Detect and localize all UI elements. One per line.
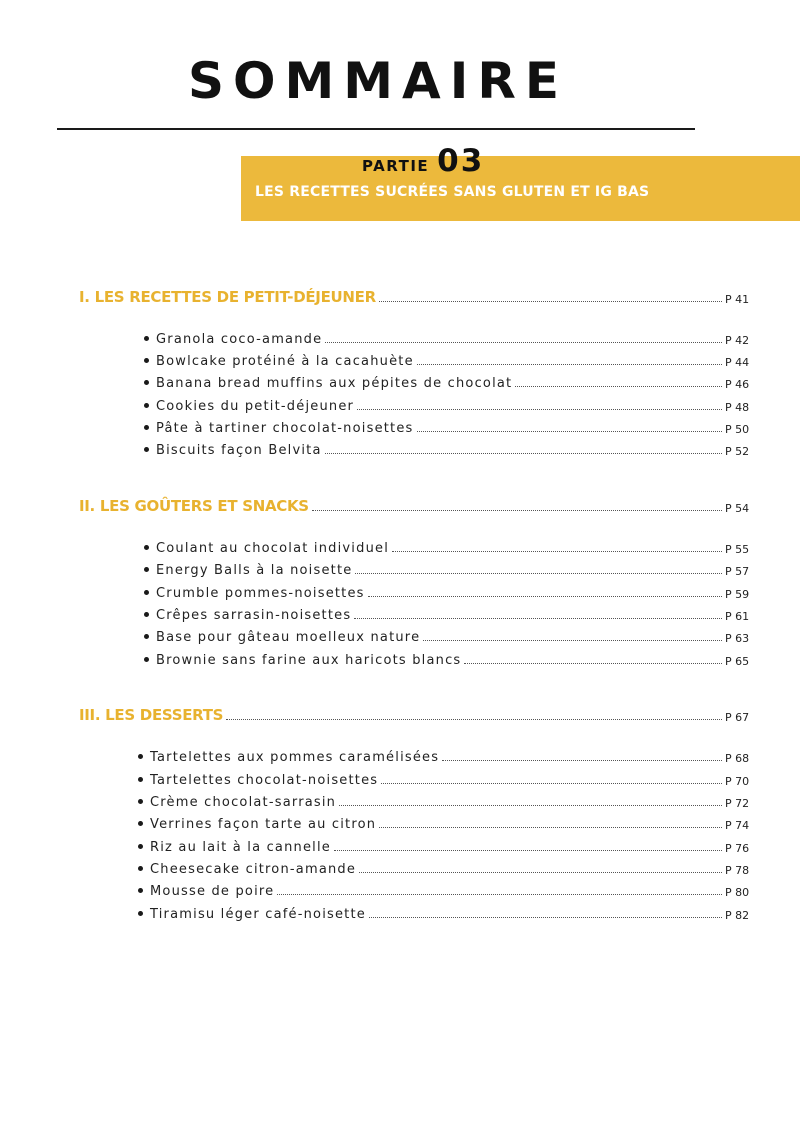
bullet-icon — [144, 358, 149, 363]
dot-leader — [381, 783, 722, 784]
dot-leader — [442, 760, 722, 761]
dot-leader — [325, 453, 722, 454]
bullet-icon — [138, 911, 143, 916]
dot-leader — [325, 342, 722, 343]
toc-item-label: Crème chocolat-sarrasin — [150, 795, 337, 810]
toc-item-label: Brownie sans farine aux haricots blancs — [156, 653, 462, 668]
page-number: P 78 — [725, 864, 750, 877]
page-number: P 82 — [725, 909, 750, 922]
part-number: 03 — [437, 143, 485, 179]
page-number: P 48 — [725, 401, 750, 414]
part-banner — [241, 143, 800, 221]
page-number: P 61 — [725, 610, 750, 623]
page-number: P 76 — [725, 842, 750, 855]
toc-item-label: Base pour gâteau moelleux nature — [156, 630, 421, 645]
dot-leader — [226, 719, 722, 720]
toc-item[interactable] — [144, 394, 750, 414]
title-divider — [57, 128, 695, 130]
toc-item[interactable] — [144, 603, 750, 623]
dot-leader — [277, 894, 722, 895]
bullet-icon — [144, 612, 149, 617]
toc-item-label: Cheesecake citron-amande — [150, 862, 357, 877]
toc-item[interactable] — [144, 416, 750, 436]
dot-leader — [417, 364, 722, 365]
page-title: SOMMAIRE — [188, 52, 568, 110]
bullet-icon — [144, 380, 149, 385]
bullet-icon — [144, 403, 149, 408]
dot-leader — [355, 573, 722, 574]
section-heading-desserts[interactable] — [79, 702, 750, 724]
page-number: P 67 — [725, 711, 750, 724]
part-word: PARTIE — [362, 157, 430, 175]
toc-item-label: Tartelettes aux pommes caramélisées — [150, 750, 440, 765]
section-label: III. LES DESSERTS — [79, 706, 224, 724]
page-number: P 65 — [725, 655, 750, 668]
bullet-icon — [138, 799, 143, 804]
page-number: P 72 — [725, 797, 750, 810]
toc-item[interactable] — [138, 745, 750, 765]
page-number: P 80 — [725, 886, 750, 899]
section-heading-breakfast[interactable] — [79, 284, 750, 306]
bullet-icon — [144, 425, 149, 430]
page-number: P 57 — [725, 565, 750, 578]
page-number: P 59 — [725, 588, 750, 601]
toc-item[interactable] — [138, 790, 750, 810]
dot-leader — [423, 640, 722, 641]
bullet-icon — [138, 888, 143, 893]
dot-leader — [334, 850, 722, 851]
page-number: P 44 — [725, 356, 750, 369]
section-label: I. LES RECETTES DE PETIT-DÉJEUNER — [79, 288, 376, 306]
toc-item[interactable] — [144, 349, 750, 369]
page-number: P 46 — [725, 378, 750, 391]
page-number: P 63 — [725, 632, 750, 645]
bullet-icon — [144, 657, 149, 662]
page-number: P 55 — [725, 543, 750, 556]
bullet-icon — [144, 567, 149, 572]
toc-item[interactable] — [144, 371, 750, 391]
dot-leader — [354, 618, 722, 619]
section-label: II. LES GOÛTERS ET SNACKS — [79, 497, 309, 515]
toc-item[interactable] — [138, 857, 750, 877]
dot-leader — [339, 805, 722, 806]
bullet-icon — [138, 844, 143, 849]
part-heading — [362, 143, 484, 179]
toc-item-label: Granola coco-amande — [156, 332, 323, 347]
toc-item[interactable] — [144, 581, 750, 601]
dot-leader — [379, 827, 722, 828]
page-number: P 52 — [725, 445, 750, 458]
page-number: P 54 — [725, 502, 750, 515]
toc-item[interactable] — [138, 902, 750, 922]
toc-item[interactable] — [144, 648, 750, 668]
dot-leader — [464, 663, 722, 664]
toc-item-label: Bowlcake protéiné à la cacahuète — [156, 354, 414, 369]
page-number: P 41 — [725, 293, 750, 306]
page-number: P 70 — [725, 775, 750, 788]
toc-item-label: Tartelettes chocolat-noisettes — [150, 773, 379, 788]
toc-item[interactable] — [144, 536, 750, 556]
bullet-icon — [144, 447, 149, 452]
dot-leader — [359, 872, 722, 873]
section-heading-snacks[interactable] — [79, 493, 750, 515]
toc-item-label: Pâte à tartiner chocolat-noisettes — [156, 421, 414, 436]
toc-item-label: Riz au lait à la cannelle — [150, 840, 331, 855]
toc-item-label: Crêpes sarrasin-noisettes — [156, 608, 352, 623]
dot-leader — [357, 409, 722, 410]
toc-item-label: Banana bread muffins aux pépites de chocolat — [156, 376, 513, 391]
toc-item-label: Crumble pommes-noisettes — [156, 586, 365, 601]
dot-leader — [392, 551, 722, 552]
bullet-icon — [138, 754, 143, 759]
toc-item[interactable] — [144, 327, 750, 347]
page-number: P 50 — [725, 423, 750, 436]
dot-leader — [369, 917, 722, 918]
dot-leader — [379, 301, 722, 302]
toc-item-label: Energy Balls à la noisette — [156, 563, 353, 578]
toc-item-label: Tiramisu léger café-noisette — [150, 907, 366, 922]
dot-leader — [417, 431, 722, 432]
bullet-icon — [144, 590, 149, 595]
toc-item[interactable] — [144, 438, 750, 458]
toc-item-label: Verrines façon tarte au citron — [150, 817, 377, 832]
toc-item-label: Biscuits façon Belvita — [156, 443, 322, 458]
dot-leader — [368, 596, 722, 597]
toc-item[interactable] — [144, 558, 750, 578]
part-subtitle: LES RECETTES SUCRÉES SANS GLUTEN ET IG BAS — [255, 184, 650, 200]
toc-item[interactable] — [138, 768, 750, 788]
toc-item[interactable] — [138, 812, 750, 832]
bullet-icon — [138, 777, 143, 782]
toc-item[interactable] — [138, 879, 750, 899]
dot-leader — [312, 510, 722, 511]
bullet-icon — [138, 821, 143, 826]
bullet-icon — [144, 545, 149, 550]
page-number: P 42 — [725, 334, 750, 347]
bullet-icon — [144, 634, 149, 639]
toc-item-label: Mousse de poire — [150, 884, 275, 899]
toc-item[interactable] — [138, 835, 750, 855]
toc-item-label: Coulant au chocolat individuel — [156, 541, 390, 556]
toc-item[interactable] — [144, 625, 750, 645]
bullet-icon — [138, 866, 143, 871]
page-number: P 74 — [725, 819, 750, 832]
dot-leader — [515, 386, 722, 387]
toc-item-label: Cookies du petit-déjeuner — [156, 399, 355, 414]
bullet-icon — [144, 336, 149, 341]
page-number: P 68 — [725, 752, 750, 765]
